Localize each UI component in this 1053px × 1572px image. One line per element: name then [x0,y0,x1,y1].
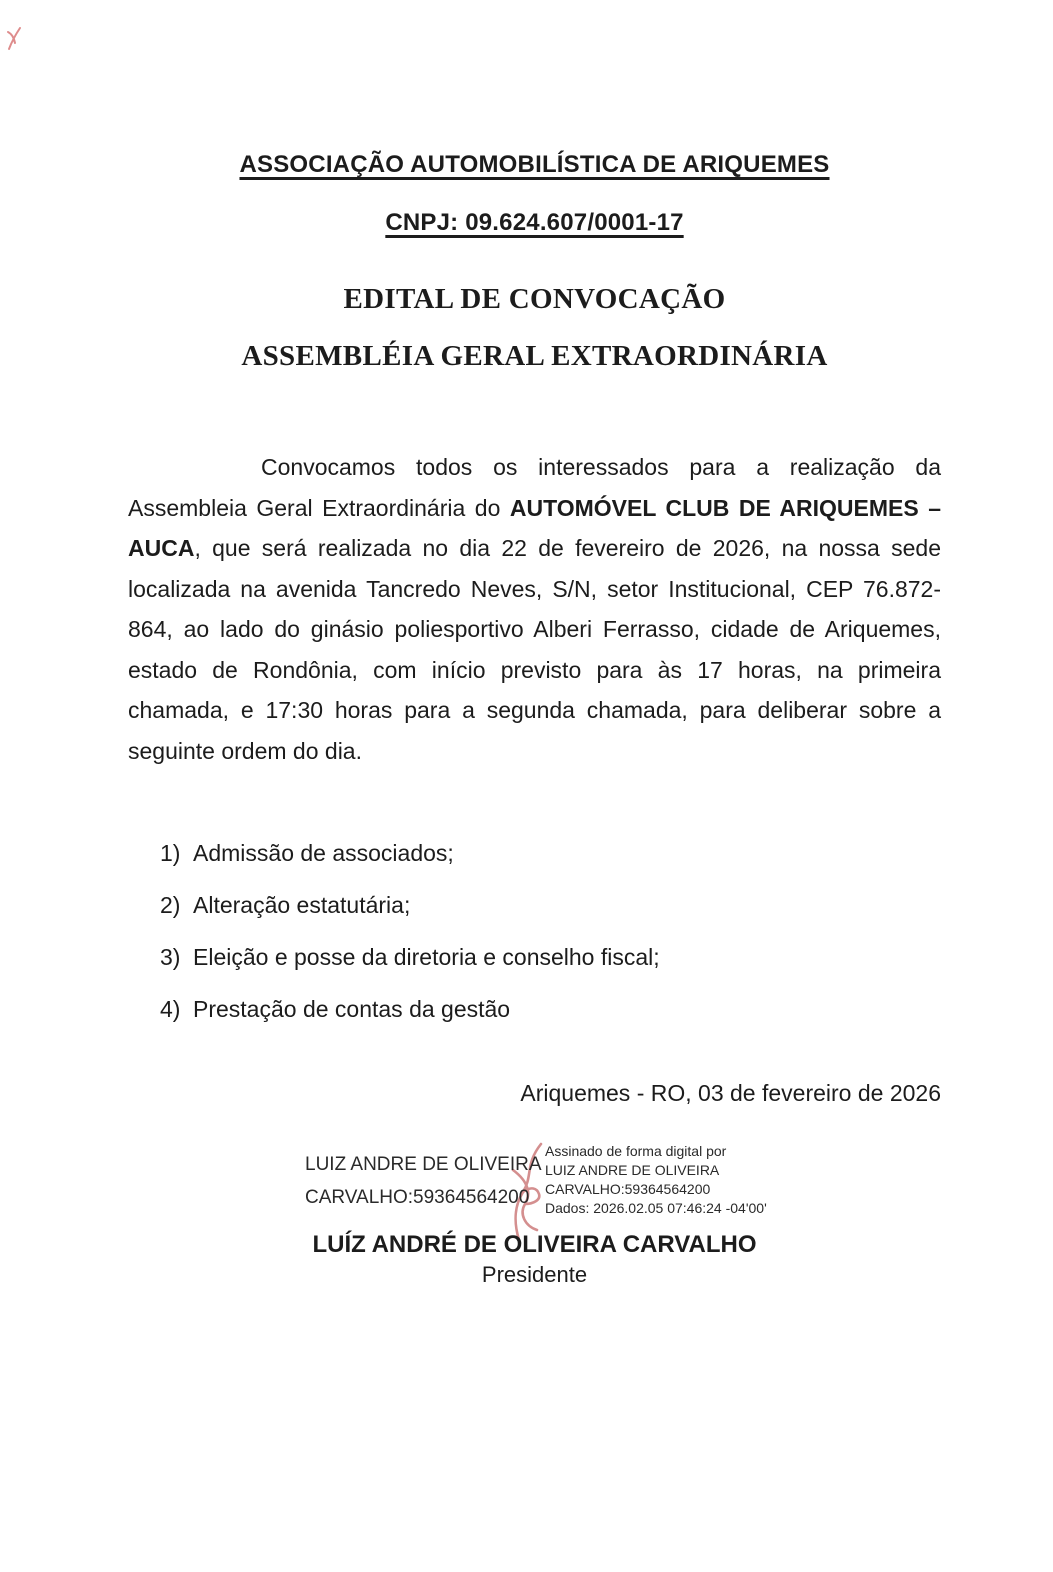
signature-details-line3: CARVALHO:59364564200 [545,1181,711,1197]
digital-signature-block [305,1140,775,1218]
agenda-item: 3) Eleição e posse da diretoria e conselho fiscal; [160,944,660,970]
signature-details-line1: Assinado de forma digital por [545,1143,727,1159]
certificate-name-line1: LUIZ ANDRE DE OLIVEIRA [305,1154,542,1175]
agenda-item: 1) Admissão de associados; [160,840,454,866]
paragraph-line: localizada na avenida Tancredo Neves, S/N, setor Institucional, CEP 76.872- [128,575,941,602]
signature-details [545,1142,767,1218]
paragraph-line: Assembleia Geral Extraordinária do AUTOMÓVEL CLUB DE ARIQUEMES – [128,494,941,521]
paragraph-line: 864, ao lado do ginásio poliesportivo Alberi Ferrasso, cidade de Ariquemes, [128,616,941,642]
signer-name: LUÍZ ANDRÉ DE OLIVEIRA CARVALHO [312,1231,757,1258]
document-title-line2: ASSEMBLÉIA GERAL EXTRAORDINÁRIA [241,340,828,372]
certificate-name-line2: CARVALHO:59364564200 [305,1187,530,1208]
signer-role: Presidente [481,1262,588,1287]
red-pen-mark-icon [5,25,23,53]
agenda-item: 2) Alteração estatutária; [160,892,411,918]
agenda-list [160,838,940,1046]
date-line: Ariquemes - RO, 03 de fevereiro de 2026 [520,1080,941,1106]
agenda-item: 4) Prestação de contas da gestão [160,996,511,1022]
document-title-line1: EDITAL DE CONVOCAÇÃO [343,283,726,315]
paragraph-line: chamada, e 17:30 horas para a segunda chamada, para deliberar sobre a [128,697,941,723]
convocation-paragraph [128,447,941,771]
signature-details-line2: LUIZ ANDRE DE OLIVEIRA [545,1162,720,1178]
paragraph-line: seguinte ordem do dia. [128,737,362,764]
paragraph-line: estado de Rondônia, com início previsto para às 17 horas, na primeira [128,656,941,683]
signature-details-line4: Dados: 2026.02.05 07:46:24 -04'00' [545,1200,767,1216]
cnpj-heading: CNPJ: 09.624.607/0001-17 [385,209,684,236]
signature-certificate-name [305,1148,541,1214]
paragraph-line: Convocamos todos os interessados para a realização da [261,454,941,480]
paragraph-line: AUCA, que será realizada no dia 22 de fevereiro de 2026, na nossa sede [128,535,941,561]
association-name-heading: ASSOCIAÇÃO AUTOMOBILÍSTICA DE ARIQUEMES [239,151,830,178]
